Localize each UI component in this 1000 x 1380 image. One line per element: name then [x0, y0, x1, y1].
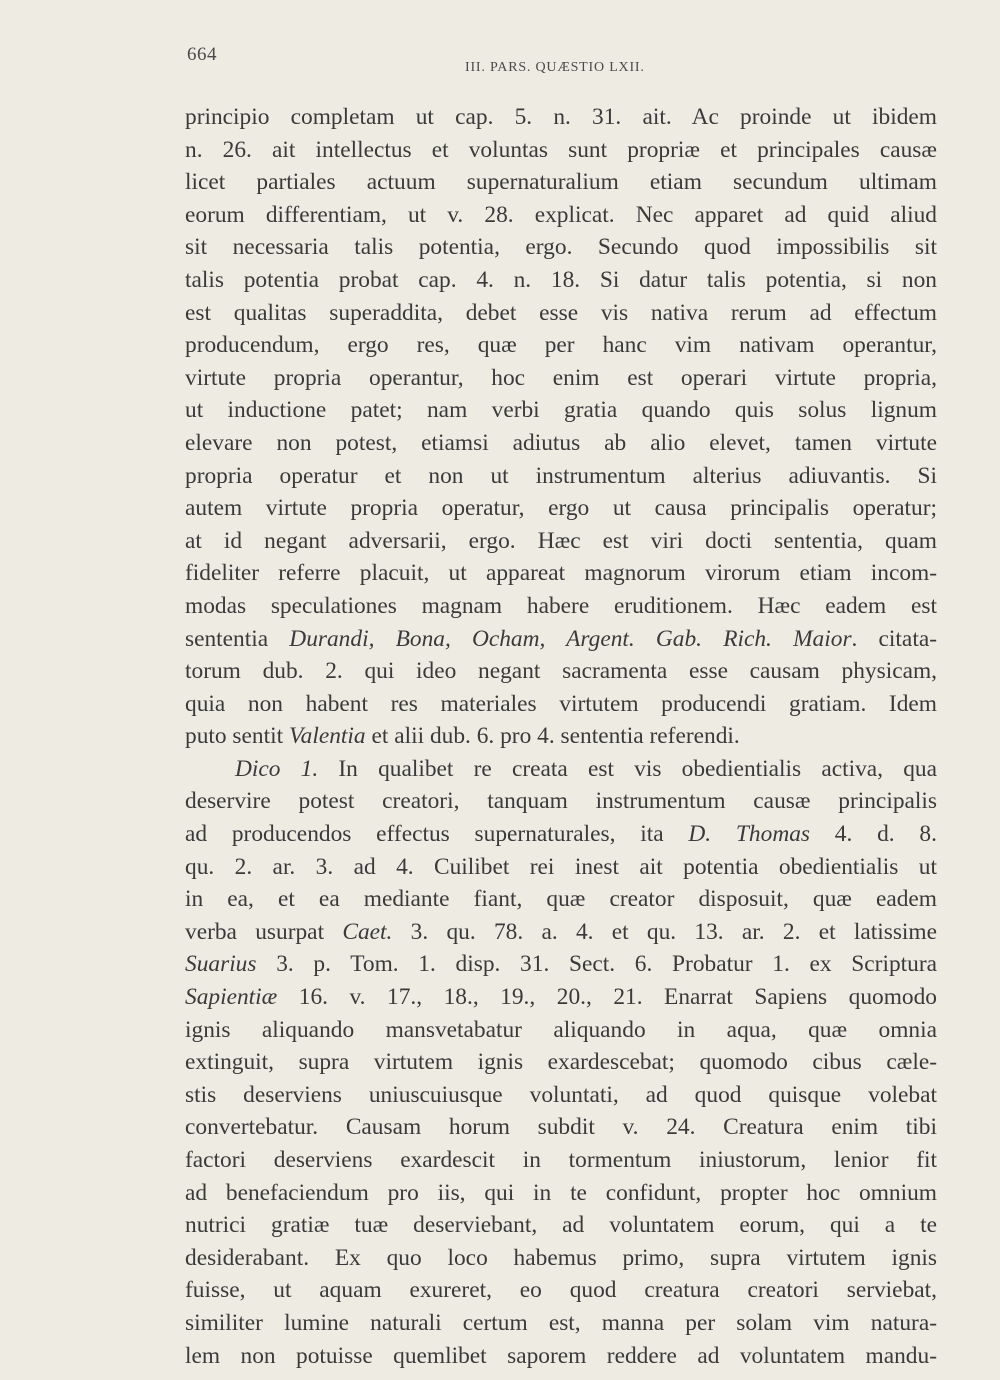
text-line: elevare non potest, etiamsi adiutus ab alio elevet, tamen virtute: [185, 429, 937, 456]
text-line: qu. 2. ar. 3. ad 4. Cuilibet rei inest ait potentia obedientialis ut: [185, 853, 937, 880]
text-line: in ea, et ea mediante fiant, quæ creator disposuit, quæ eadem: [185, 886, 937, 913]
italic-citation: D. Thomas: [688, 821, 811, 848]
text-line: fuisse, ut aquam exureret, eo quod creatura creatori serviebat,: [185, 1277, 937, 1304]
line-text: 3. p. Tom. 1. disp. 31. Sect. 6. Probatur 1. ex Scriptura: [256, 951, 937, 978]
line-text: 3. qu. 78. a. 4. et qu. 13. ar. 2. et latissime: [392, 918, 937, 945]
text-line: at id negant adversarii, ergo. Hæc est viri docti sententia, quam: [185, 527, 937, 554]
text-line: [185, 981, 937, 1014]
text-line: producendum, ergo res, quæ per hanc vim nativam operantur,: [185, 332, 937, 359]
text-line: [185, 623, 937, 656]
text-line: nutrici gratiæ tuæ deserviebant, ad voluntatem eorum, qui a te: [185, 1212, 937, 1239]
text-line: [185, 916, 937, 949]
page-number: 664: [187, 44, 217, 65]
text-line: sit necessaria talis potentia, ergo. Secundo quod impossibilis sit: [185, 234, 937, 261]
text-line: factori deserviens exardescit in tormentum iniustorum, lenior fit: [185, 1147, 937, 1173]
text-line: [185, 753, 937, 786]
line-text: verba usurpat: [185, 918, 343, 945]
line-text: . citata-: [851, 625, 937, 652]
text-line: [185, 948, 937, 981]
running-head: III. PARS. QUÆSTIO LXII.: [465, 60, 645, 75]
text-line: n. 26. ait intellectus et voluntas sunt propriæ et principales causæ: [185, 136, 937, 163]
text-line: quia non habent res materiales virtutem producendi gratiam. Idem: [185, 690, 937, 717]
text-line: modas speculationes magnam habere eruditionem. Hæc eadem est: [185, 592, 937, 619]
text-line: extinguit, supra virtutem ignis exardescebat; quomodo cibus cæle-: [185, 1049, 937, 1076]
text-line: talis potentia probat cap. 4. n. 18. Si datur talis potentia, si non: [185, 266, 937, 293]
text-line: torum dub. 2. qui ideo negant sacramenta esse causam physicam,: [185, 658, 937, 685]
text-line: desiderabant. Ex quo loco habemus primo, supra virtutem ignis: [185, 1244, 937, 1271]
italic-citation: Suarius: [185, 951, 257, 978]
text-line: fideliter referre placuit, ut appareat magnorum virorum etiam incom-: [185, 560, 937, 587]
line-text: In qualibet re creata est vis obedientialis activa, qua: [318, 755, 937, 782]
text-line: convertebatur. Causam horum subdit v. 24. Creatura enim tibi: [185, 1114, 937, 1141]
text-line: [185, 720, 937, 753]
text-line: virtute propria operantur, hoc enim est operari virtute propria,: [185, 364, 937, 391]
body-text: [185, 101, 937, 1372]
line-text: ad producendos effectus supernaturales, ita: [185, 821, 689, 848]
italic-citation: Caet.: [342, 918, 393, 945]
text-line: ut inductione patet; nam verbi gratia quando quis solus lignum: [185, 397, 937, 424]
line-text: et alii dub. 6. pro 4. sententia referendi.: [365, 723, 740, 750]
line-text: 4. d. 8.: [810, 821, 937, 848]
text-line: ad benefaciendum pro iis, qui in te confidunt, propter hoc omnium: [185, 1179, 937, 1206]
text-line: autem virtute propria operatur, ergo ut causa principalis operatur;: [185, 495, 937, 522]
text-line: [185, 818, 937, 851]
text-line: licet partiales actuum supernaturalium etiam secundum ultimam: [185, 169, 937, 196]
text-line: deservire potest creatori, tanquam instrumentum causæ principalis: [185, 788, 937, 815]
italic-citation: Valentia: [288, 723, 366, 750]
text-line: principio completam ut cap. 5. n. 31. ait. Ac proinde ut ibidem: [185, 104, 937, 130]
text-line: stis deserviens uniuscuiusque voluntati, ad quod quisque volebat: [185, 1081, 937, 1108]
text-line: est qualitas superaddita, debet esse vis nativa rerum ad effectum: [185, 299, 937, 326]
text-line: ignis aliquando mansvetabatur aliquando in aqua, quæ omnia: [185, 1016, 937, 1043]
line-text: sententia: [185, 625, 290, 652]
italic-citation: Dico 1.: [235, 755, 319, 782]
text-line: propria operatur et non ut instrumentum alterius adiuvantis. Si: [185, 462, 937, 489]
text-line: eorum differentiam, ut v. 28. explicat. Nec apparet ad quid aliud: [185, 201, 937, 228]
italic-citation: Durandi, Bona, Ocham, Argent. Gab. Rich. Maior: [289, 625, 852, 652]
italic-citation: Sapientiæ: [185, 984, 278, 1011]
text-line: lem non potuisse quemlibet saporem reddere ad voluntatem mandu-: [185, 1342, 937, 1369]
line-text: puto sentit: [185, 723, 289, 750]
text-line: similiter lumine naturali certum est, manna per solam vim natura-: [185, 1309, 937, 1336]
line-text: 16. v. 17., 18., 19., 20., 21. Enarrat Sapiens quomodo: [277, 984, 937, 1011]
